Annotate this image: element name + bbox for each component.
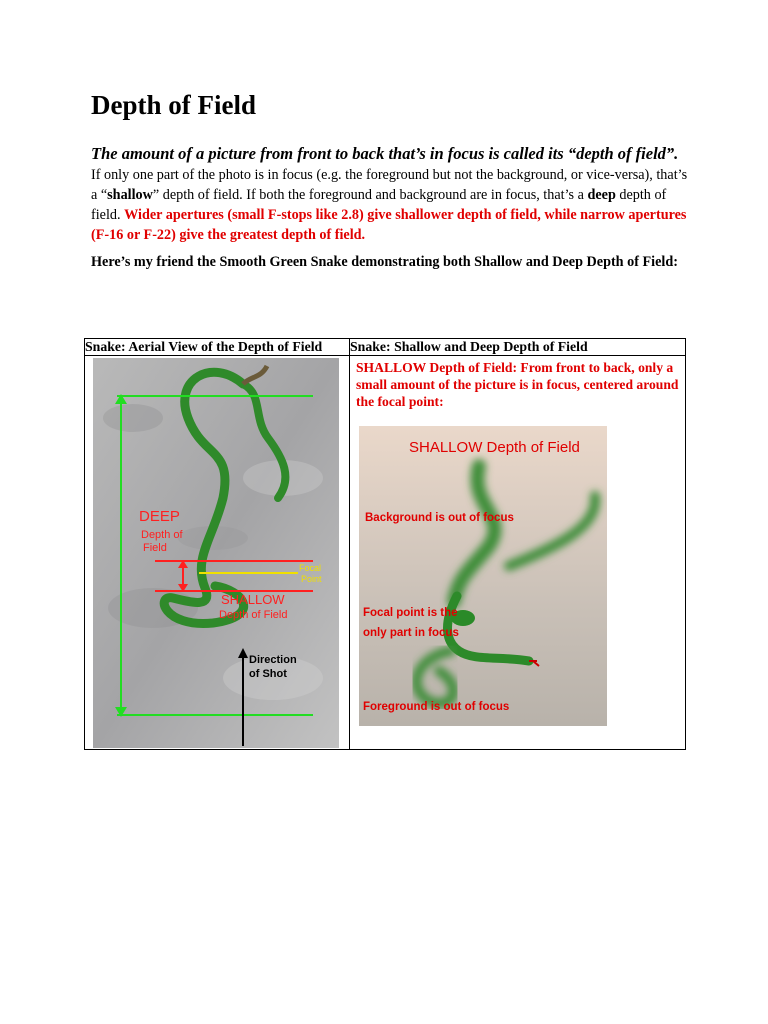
intro-aperture-note: Wider apertures (small F-stops like 2.8) give shallower depth of field, while narrow apertures (F-16 or F-22) give the greatest depth of field. [91,207,687,243]
focal-point-label-1: Focal point is the [363,607,458,619]
focal-label-2: Point [301,574,322,584]
intro-text-3: depth of field. [91,187,667,223]
intro-text-2: ” depth of field. If both the foreground and background are in focus, that’s a [152,187,588,203]
intro-shallow-word: shallow [107,187,153,203]
aerial-cell [85,356,350,750]
col-header-shallow: Snake: Shallow and Deep Depth of Field [350,339,686,356]
intro-deep-word: deep [587,187,616,203]
shallow-label: SHALLOW [221,592,285,607]
focal-label-1: Focal [299,563,322,573]
background-label: Background is out of focus [365,512,514,524]
shallow-image [359,426,607,726]
shallow-cell [350,356,686,750]
focal-point-label-2: only part in focus [363,627,459,639]
foreground-label: Foreground is out of focus [363,701,510,713]
table-body-row [85,356,686,750]
aerial-snake-photo [93,358,339,748]
intro-lead: The amount of a picture from front to back that’s in focus is called its “depth of field”. [91,144,679,163]
shallow-snake-photo [359,426,607,726]
deep-sub-label-1: Depth of [141,529,183,541]
demo-text: Here’s my friend the Smooth Green Snake demonstrating both Shallow and Deep Depth of Field: [91,254,678,270]
table-header-row [85,339,686,356]
shallow-description: SHALLOW Depth of Field: From front to back, only a small amount of the picture is in focus, centered around the focal point: [356,360,679,409]
shallow-sub-label: Depth of Field [219,609,288,621]
aerial-image [93,358,339,748]
intro-paragraph [91,144,691,245]
page-title: Depth of Field [91,90,256,120]
snake-table [84,338,686,750]
shallow-image-title: SHALLOW Depth of Field [409,439,580,456]
intro-text-1: If only one part of the photo is in focus (e.g. the foreground but not the background, or vice-versa), that’s a “ [91,167,688,203]
deep-sub-label-2: Field [143,542,167,554]
direction-label-1: Direction [249,654,297,666]
deep-label: DEEP [139,508,180,525]
direction-label-2: of Shot [249,668,287,680]
col-header-aerial: Snake: Aerial View of the Depth of Field [85,339,350,356]
